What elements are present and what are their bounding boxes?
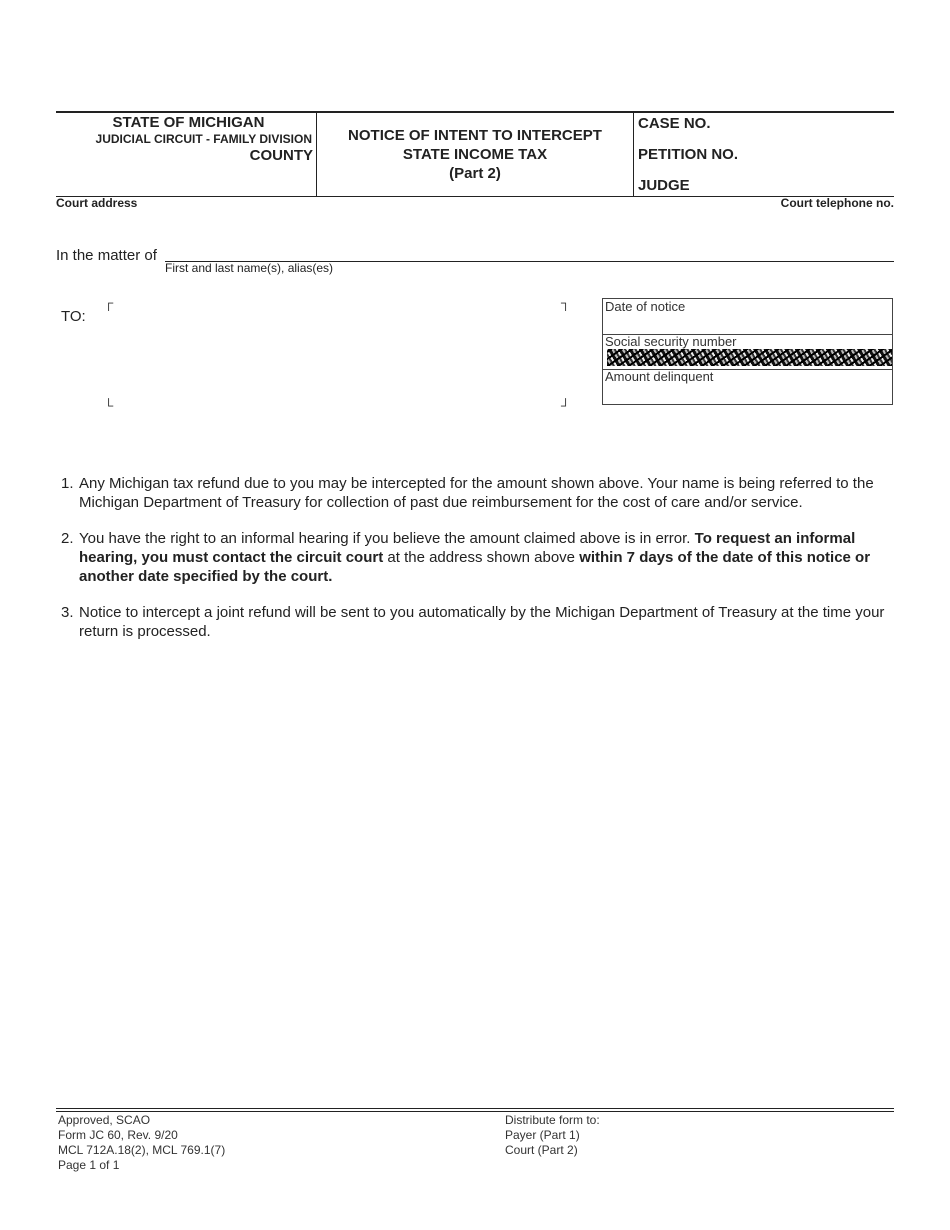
footer-form-number: Form JC 60, Rev. 9/20 — [58, 1128, 178, 1142]
list-item — [56, 474, 896, 512]
footer-approved: Approved, SCAO — [58, 1113, 151, 1127]
footer-rule-top — [56, 1108, 894, 1109]
matter-label: In the matter of — [56, 247, 157, 264]
distribute-label: Distribute form to: — [505, 1113, 600, 1127]
item-text: Notice to intercept a joint refund will be sent to you automatically by the Michigan Department of Treasury at the time your return is processed. — [79, 604, 885, 640]
footer-form-info — [58, 1113, 225, 1173]
footer-mcl: MCL 712A.18(2), MCL 769.1(7) — [58, 1143, 226, 1157]
ssn-redacted-value — [607, 349, 892, 366]
amount-delinquent-label: Amount delinquent — [605, 369, 714, 384]
distribute-payer: Payer (Part 1) — [505, 1128, 580, 1142]
item-number: 2. — [61, 530, 74, 547]
to-label: TO: — [61, 308, 86, 325]
state-name: STATE OF MICHIGAN — [112, 114, 265, 131]
item-text: Any Michigan tax refund due to you may be intercepted for the amount shown above. Your name is being referred to the Michigan Department of Treasury for collection of past due reimbursement for the cost of care and/or service. — [79, 475, 874, 511]
item-number: 3. — [61, 604, 74, 621]
item-text-bold: To request an informal hearing, you must contact the circuit court — [79, 530, 856, 566]
ssn-label: Social security number — [605, 334, 737, 349]
distribute-court: Court (Part 2) — [505, 1143, 578, 1157]
address-corner-bottom-right: ┘ — [561, 398, 571, 413]
matter-sublabel: First and last name(s), alias(es) — [165, 261, 334, 275]
list-item — [56, 603, 896, 641]
petition-no-field[interactable]: PETITION NO. — [638, 146, 739, 163]
list-item — [56, 529, 896, 586]
address-corner-bottom-left: └ — [104, 398, 114, 413]
footer-rule-bottom — [56, 1111, 894, 1112]
court-telephone-field[interactable]: Court telephone no. — [780, 196, 894, 210]
form-title — [318, 126, 632, 183]
footer-page: Page 1 of 1 — [58, 1158, 120, 1172]
header-bottom-rule — [56, 196, 894, 197]
title-line-1: NOTICE OF INTENT TO INTERCEPT — [348, 127, 602, 144]
notice-info-boxes — [602, 298, 893, 405]
notice-items — [56, 474, 896, 658]
case-no-field[interactable]: CASE NO. — [638, 115, 711, 132]
county-label: COUNTY — [249, 147, 313, 164]
court-address-field[interactable]: Court address — [56, 196, 138, 210]
date-of-notice-label: Date of notice — [605, 299, 686, 314]
header-divider-right — [633, 112, 634, 196]
circuit-name: JUDICIAL CIRCUIT - FAMILY DIVISION — [95, 132, 312, 146]
address-corner-top-right: ┐ — [561, 295, 571, 310]
title-line-3: (Part 2) — [449, 165, 501, 182]
court-heading — [56, 112, 315, 196]
footer-distribution — [505, 1113, 600, 1158]
item-text: at the address shown above — [383, 549, 580, 566]
judge-field[interactable]: JUDGE — [638, 177, 690, 194]
address-corner-top-left: ┌ — [104, 295, 114, 310]
item-number: 1. — [61, 475, 74, 492]
item-text-bold: within 7 days of the date of this notice or another date specified by the court. — [79, 549, 871, 585]
title-line-2: STATE INCOME TAX — [402, 146, 548, 163]
item-text: You have the right to an informal hearing if you believe the amount claimed above is in error. — [79, 530, 695, 547]
